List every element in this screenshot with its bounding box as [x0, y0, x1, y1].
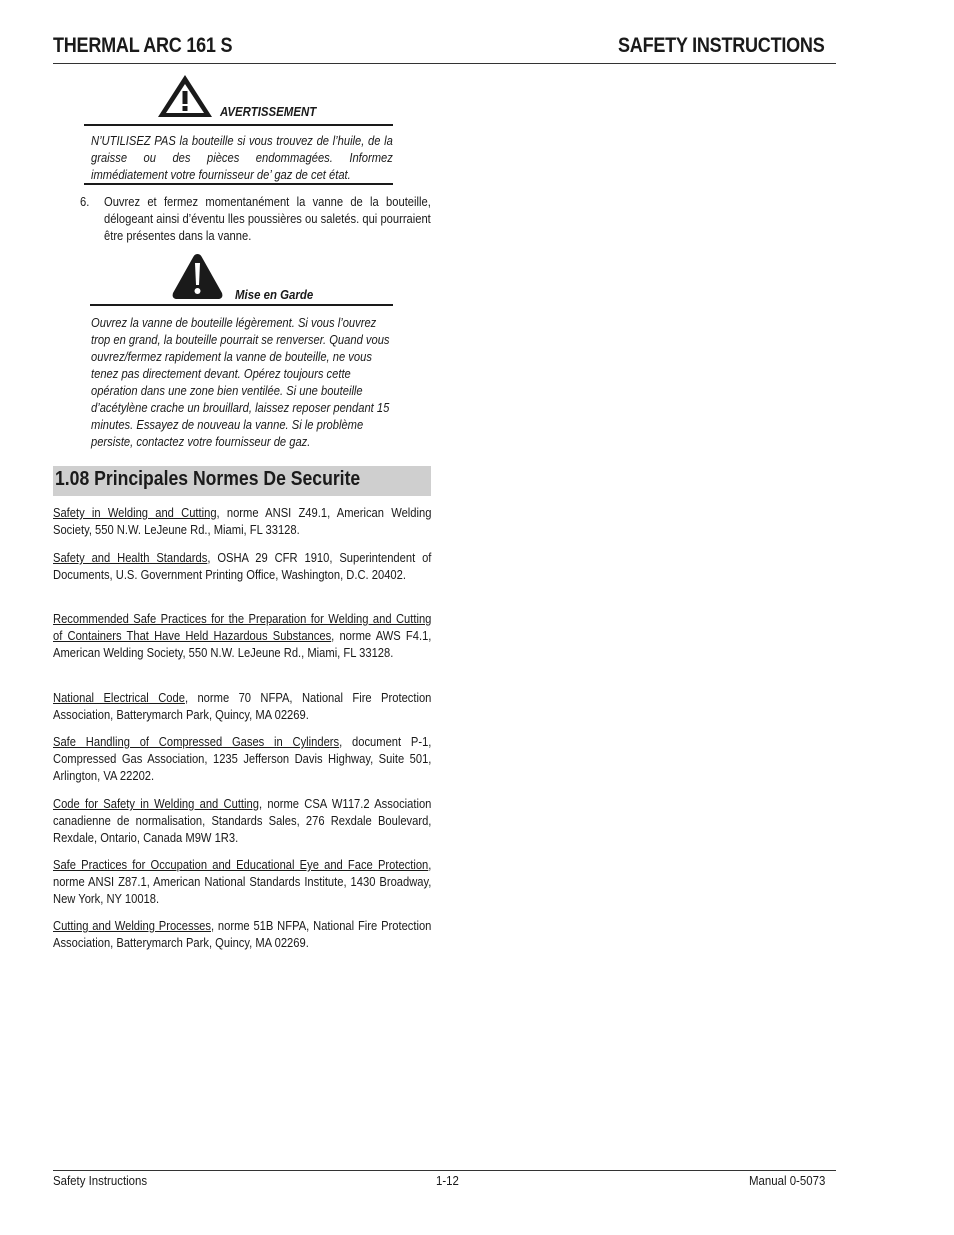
- warning-rule-bottom: [84, 183, 393, 185]
- footer-page-number: 1-12: [436, 1173, 459, 1188]
- caution-rule: [90, 304, 393, 306]
- reference-item: [53, 795, 431, 846]
- reference-details: , norme ANSI Z49.1, American Welding Society, 550 N.W. LeJeune Rd., Miami, FL 33128.: [53, 505, 432, 537]
- warning-triangle-icon: [156, 73, 214, 119]
- caution-text: Ouvrez la vanne de bouteille légèrement. Si vous l’ouvrez trop en grand, la bouteille pourrait se renverser. Quand vous ouvrez/fermez rapidement la vanne de bouteille, ne vous tenez pas directement devant. Opérez toujours cette opération dans une zone bien ventilée. Si une bouteille d’acétylène crache un brouillard, laissez reposer pendant 15 minutes. Essayez de nouveau la vanne. Si le problème persiste, contactez votre fournisseur de gaz.: [91, 315, 390, 449]
- reference-item: [53, 549, 431, 583]
- reference-title: National Electrical Code: [53, 690, 185, 705]
- reference-details: , norme ANSI Z87.1, American National Standards Institute, 1430 Broadway, New York, NY 10018.: [53, 857, 432, 906]
- footer-divider: [53, 1170, 836, 1171]
- reference-item: [53, 504, 431, 538]
- reference-title: Safety in Welding and Cutting: [53, 505, 217, 520]
- reference-item: [53, 689, 431, 723]
- reference-details: , norme CSA W117.2 Association canadienne de normalisation, Standards Sales, 276 Rexdale Boulevard, Rexdale, Ontario, Canada M9W 1R3.: [53, 796, 432, 845]
- reference-details: , norme 51B NFPA, National Fire Protection Association, Batterymarch Park, Quincy, MA 02269.: [53, 918, 432, 950]
- reference-title: Cutting and Welding Processes: [53, 918, 211, 933]
- reference-title: Safe Practices for Occupation and Educational Eye and Face Protection: [53, 857, 429, 872]
- warning-label: AVERTISSEMENT: [220, 104, 317, 119]
- reference-title: Safe Handling of Compressed Gases in Cylinders: [53, 734, 340, 749]
- header-divider: [53, 63, 836, 64]
- reference-item: [53, 917, 431, 951]
- reference-item: [53, 610, 431, 661]
- reference-details: , OSHA 29 CFR 1910, Superintendent of Documents, U.S. Government Printing Office, Washington, D.C. 20402.: [53, 550, 432, 582]
- caution-exclamation-icon: [171, 253, 224, 300]
- reference-item: [53, 856, 431, 907]
- reference-title: Safety and Health Standards: [53, 550, 208, 565]
- reference-item: [53, 733, 431, 784]
- warning-text: N’UTILISEZ PAS la bouteille si vous trouvez de l’huile, de la graisse ou des pièces endommagées. Informez immédiatement votre fournisseur de’ gaz de cet état.: [91, 133, 393, 182]
- step-text: Ouvrez et fermez momentanément la vanne de la bouteille, délogeant ainsi d’éventu lles poussières ou saletés. qui pourraient être présentes dans la vanne.: [104, 194, 431, 243]
- reference-title: Recommended Safe Practices for the Preparation for Welding and Cutting of Containers That Have Held Hazardous Substances: [53, 611, 432, 643]
- reference-details: , norme 70 NFPA, National Fire Protection Association, Batterymarch Park, Quincy, MA 02269.: [53, 690, 432, 722]
- footer-section-name: Safety Instructions: [53, 1173, 148, 1188]
- warning-rule-top: [84, 124, 393, 126]
- reference-details: , document P-1, Compressed Gas Association, 1235 Jefferson Davis Highway, Suite 501, Arlington, VA 22202.: [53, 734, 432, 783]
- reference-details: , norme AWS F4.1, American Welding Society, 550 N.W. LeJeune Rd., Miami, FL 33128.: [53, 628, 432, 660]
- product-title: THERMAL ARC 161 S: [53, 34, 233, 57]
- caution-label: Mise en Garde: [235, 287, 314, 302]
- section-heading: 1.08 Principales Normes De Securite: [55, 468, 361, 490]
- footer-manual-number: Manual 0-5073: [749, 1173, 826, 1188]
- step-number: 6.: [80, 194, 90, 209]
- section-title: SAFETY INSTRUCTIONS: [618, 34, 825, 57]
- reference-title: Code for Safety in Welding and Cutting: [53, 796, 259, 811]
